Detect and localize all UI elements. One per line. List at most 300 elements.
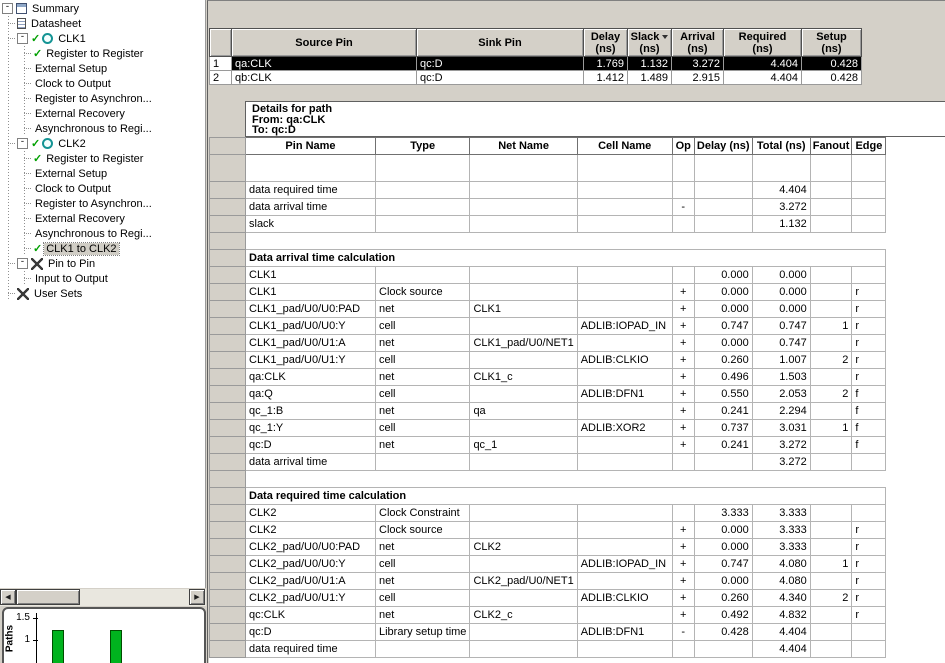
tree-connector: [8, 23, 15, 25]
row-margin-cell: [210, 233, 246, 250]
cell-edge: f: [852, 386, 886, 403]
cell-delay: [694, 454, 752, 471]
cell-pin-name: data required time: [246, 182, 376, 199]
row-margin-cell: [210, 471, 246, 488]
details-row: [210, 403, 886, 420]
cell-edge: r: [852, 301, 886, 318]
paths-table: [209, 28, 862, 85]
details-row: [210, 352, 886, 369]
cell-pin-name: CLK2_pad/U0/U0:PAD: [246, 539, 376, 556]
cell-delay: 0.747: [694, 318, 752, 335]
cell-pin-name: data arrival time: [246, 454, 376, 471]
histogram-bar: [110, 630, 122, 663]
tree-expand-toggle[interactable]: -: [2, 3, 13, 14]
cell-edge: r: [852, 573, 886, 590]
details-row: [210, 301, 886, 318]
details-row: [210, 335, 886, 352]
tree-connector: [24, 113, 31, 115]
details-row: [210, 369, 886, 386]
scroll-right-button[interactable]: ▶: [189, 589, 205, 605]
cell-pin-name: qa:Q: [246, 386, 376, 403]
details-row: [210, 505, 886, 522]
cell-cell-name: [577, 454, 672, 471]
column-header-edge: Edge: [852, 138, 886, 155]
cell-type: net: [376, 369, 470, 386]
cell-delay: 0.000: [694, 522, 752, 539]
scrollbar-thumb[interactable]: [16, 589, 80, 605]
cell-op: [672, 267, 694, 284]
x-icon: [31, 258, 43, 270]
cell-edge: f: [852, 437, 886, 454]
cell-delay[interactable]: 1.769: [584, 57, 628, 71]
details-row: [210, 233, 886, 250]
row-margin-cell: [210, 624, 246, 641]
cell-setup[interactable]: 0.428: [802, 57, 862, 71]
histogram-y-tick: 1: [24, 634, 30, 645]
tree-item-pin-to-pin[interactable]: [0, 256, 205, 271]
cell-fanout: [810, 284, 852, 301]
row-margin-cell: [210, 250, 246, 267]
cell-setup[interactable]: 0.428: [802, 71, 862, 85]
details-row: [210, 539, 886, 556]
cell-net-name: [470, 505, 577, 522]
cell-fanout: 1: [810, 318, 852, 335]
summary-icon: [16, 3, 27, 14]
spacer-cell: [246, 471, 886, 488]
cell-pin-name: CLK1: [246, 284, 376, 301]
cell-cell-name: [577, 267, 672, 284]
cell-fanout: [810, 155, 852, 182]
cell-net-name: CLK1_c: [470, 369, 577, 386]
column-unit: (ns): [687, 42, 708, 55]
cell-delay: 0.000: [694, 301, 752, 318]
column-header-pin-name: Pin Name: [246, 138, 376, 155]
cell-edge: r: [852, 318, 886, 335]
cell-delay: [694, 216, 752, 233]
paths-row[interactable]: [210, 71, 862, 85]
cell-net-name: [470, 352, 577, 369]
cell-sink-pin[interactable]: qc:D: [417, 57, 584, 71]
details-row: [210, 420, 886, 437]
section-header: Data required time calculation: [246, 488, 886, 505]
column-header-slack[interactable]: [628, 29, 672, 57]
paths-header-row: [210, 29, 862, 57]
cell-op: [672, 641, 694, 658]
cell-source-pin[interactable]: qb:CLK: [232, 71, 417, 85]
cell-fanout: [810, 454, 852, 471]
cell-slack[interactable]: 1.132: [628, 57, 672, 71]
cell-op: +: [672, 590, 694, 607]
cell-delay: 0.747: [694, 556, 752, 573]
cell-op: +: [672, 573, 694, 590]
cell-cell-name: [577, 216, 672, 233]
cell-edge: [852, 641, 886, 658]
cell-cell-name: [577, 335, 672, 352]
cell-cell-name: [577, 573, 672, 590]
details-row: [210, 437, 886, 454]
tree-item-label: External Recovery: [35, 212, 125, 225]
tree-item-label: External Setup: [35, 62, 108, 75]
cell-delay: [694, 641, 752, 658]
column-header-setup[interactable]: [802, 29, 862, 57]
cell-edge: r: [852, 539, 886, 556]
cell-op: +: [672, 301, 694, 318]
tree-connector: [24, 98, 31, 100]
cell-type: cell: [376, 556, 470, 573]
row-margin-cell: [210, 301, 246, 318]
tree-expand-toggle[interactable]: -: [17, 33, 28, 44]
tree-item-label: Input to Output: [35, 272, 108, 285]
cell-total: 3.333: [752, 522, 810, 539]
cell-cell-name: [577, 437, 672, 454]
tree-item-clock-to-output[interactable]: [0, 76, 205, 91]
cell-op: +: [672, 607, 694, 624]
tree-item-datasheet[interactable]: [0, 16, 205, 31]
cell-net-name: qc_1: [470, 437, 577, 454]
cell-total: [752, 155, 810, 182]
tree-item-register-to-register[interactable]: [0, 46, 205, 61]
cell-fanout: [810, 437, 852, 454]
cell-pin-name: data arrival time: [246, 199, 376, 216]
details-row: [210, 624, 886, 641]
details-row: [210, 182, 886, 199]
check-icon: ✓: [33, 243, 43, 255]
check-icon: ✓: [31, 33, 41, 45]
cell-net-name: qa: [470, 403, 577, 420]
cell-op: [672, 182, 694, 199]
details-title-block: [245, 101, 945, 137]
row-margin-cell: [210, 454, 246, 471]
cell-net-name: [470, 386, 577, 403]
row-margin-cell: [210, 369, 246, 386]
row-margin-cell: [210, 437, 246, 454]
tree-item-external-setup[interactable]: [0, 61, 205, 76]
cell-op: +: [672, 284, 694, 301]
domain-browser-tree: [0, 0, 206, 588]
row-margin-cell: [210, 284, 246, 301]
cell-edge: r: [852, 352, 886, 369]
tree-connector: [24, 278, 31, 280]
cell-fanout: [810, 267, 852, 284]
cell-delay: 0.241: [694, 437, 752, 454]
tree-expand-toggle[interactable]: -: [17, 138, 28, 149]
cell-total: 3.333: [752, 505, 810, 522]
cell-op: +: [672, 386, 694, 403]
cell-type: net: [376, 539, 470, 556]
cell-net-name: [470, 284, 577, 301]
tree-item-clk1[interactable]: [0, 31, 205, 46]
cell-delay: 0.000: [694, 267, 752, 284]
cell-pin-name: CLK2: [246, 522, 376, 539]
cell-fanout: [810, 539, 852, 556]
tree-item-label: Register to Asynchron...: [35, 92, 152, 105]
tree-item-label: CLK1 to CLK2: [46, 242, 117, 255]
row-margin-cell: [210, 573, 246, 590]
column-label: Source Pin: [295, 36, 353, 49]
tree-item-register-to-register[interactable]: [0, 151, 205, 166]
paths-row[interactable]: [210, 57, 862, 71]
cell-net-name: [470, 454, 577, 471]
tree-item-input-to-output[interactable]: [0, 271, 205, 286]
cell-type: [376, 216, 470, 233]
tree-expand-toggle[interactable]: -: [17, 258, 28, 269]
cell-total: 4.832: [752, 607, 810, 624]
cell-net-name: [470, 182, 577, 199]
details-header-row: [210, 138, 886, 155]
cell-op: +: [672, 522, 694, 539]
cell-fanout: [810, 522, 852, 539]
row-margin-cell: [210, 352, 246, 369]
cell-op: +: [672, 403, 694, 420]
tree-item-register-to-asynchron[interactable]: [0, 196, 205, 211]
tree-connector: [24, 53, 31, 55]
cell-pin-name: CLK2_pad/U0/U0:Y: [246, 556, 376, 573]
cell-total: 1.503: [752, 369, 810, 386]
cell-total: 3.272: [752, 199, 810, 216]
details-row: [210, 267, 886, 284]
tree-item-clk1-to-clk2[interactable]: [0, 241, 205, 256]
tree-horizontal-scrollbar[interactable]: [0, 588, 206, 606]
cell-delay: 0.260: [694, 352, 752, 369]
column-header-source-pin[interactable]: [232, 29, 417, 57]
spacer-cell: [246, 233, 886, 250]
details-title: Details for path: [252, 103, 333, 115]
cell-fanout: [810, 624, 852, 641]
details-row: [210, 607, 886, 624]
cell-pin-name: CLK2_pad/U0/U1:A: [246, 573, 376, 590]
column-label: Setup: [816, 30, 847, 43]
cell-total: 0.000: [752, 284, 810, 301]
cell-arrival[interactable]: 2.915: [672, 71, 724, 85]
cell-fanout: [810, 403, 852, 420]
details-corner-cell: [210, 138, 246, 155]
cell-required[interactable]: 4.404: [724, 71, 802, 85]
cell-fanout: [810, 573, 852, 590]
cell-fanout: [810, 199, 852, 216]
cell-cell-name: [577, 369, 672, 386]
cell-type: [376, 641, 470, 658]
cell-required[interactable]: 4.404: [724, 57, 802, 71]
column-header-op: Op: [672, 138, 694, 155]
cell-edge: r: [852, 335, 886, 352]
cell-total: 4.080: [752, 556, 810, 573]
cell-fanout: [810, 216, 852, 233]
row-margin-cell: [210, 505, 246, 522]
cell-net-name: CLK1: [470, 301, 577, 318]
cell-cell-name: ADLIB:CLKIO: [577, 352, 672, 369]
cell-edge: r: [852, 284, 886, 301]
cell-fanout: [810, 301, 852, 318]
cell-total: 4.340: [752, 590, 810, 607]
timing-analysis-view: [207, 0, 945, 663]
cell-total: 2.053: [752, 386, 810, 403]
row-margin-cell: [210, 216, 246, 233]
details-row: [210, 573, 886, 590]
cell-delay: 0.000: [694, 539, 752, 556]
cell-net-name: [470, 522, 577, 539]
cell-op: +: [672, 352, 694, 369]
cell-total: 0.000: [752, 301, 810, 318]
details-row: [210, 471, 886, 488]
tree-connector: [24, 158, 31, 160]
column-header-arrival[interactable]: [672, 29, 724, 57]
tree-item-clk2[interactable]: [0, 136, 205, 151]
tree-item-label: CLK1: [58, 32, 86, 45]
cell-pin-name: data required time: [246, 641, 376, 658]
row-margin-cell: [210, 420, 246, 437]
cell-cell-name: [577, 522, 672, 539]
x-icon: [17, 288, 29, 300]
cell-cell-name: [577, 155, 672, 182]
cell-cell-name: [577, 641, 672, 658]
cell-net-name: [470, 624, 577, 641]
tree-connector: [8, 293, 15, 295]
cell-op: +: [672, 369, 694, 386]
column-unit: (ns): [821, 42, 842, 55]
cell-pin-name: slack: [246, 216, 376, 233]
cell-net-name: [470, 216, 577, 233]
details-row: [210, 250, 886, 267]
tree-item-summary[interactable]: [0, 1, 205, 16]
cell-op: +: [672, 539, 694, 556]
cell-cell-name: [577, 505, 672, 522]
details-corner: [209, 101, 245, 137]
cell-op: -: [672, 624, 694, 641]
cell-pin-name: CLK2: [246, 505, 376, 522]
details-row: [210, 522, 886, 539]
cell-op: +: [672, 335, 694, 352]
cell-type: cell: [376, 318, 470, 335]
cell-net-name: [470, 641, 577, 658]
cell-net-name: CLK2: [470, 539, 577, 556]
cell-cell-name: [577, 403, 672, 420]
cell-delay: [694, 182, 752, 199]
tree-connector: [24, 83, 31, 85]
cell-cell-name: [577, 539, 672, 556]
column-label: Delay: [590, 30, 621, 43]
cell-delay: 0.737: [694, 420, 752, 437]
paths-corner-header: [210, 29, 232, 57]
details-row: [210, 488, 886, 505]
cell-edge: r: [852, 590, 886, 607]
tree-item-external-setup[interactable]: [0, 166, 205, 181]
cell-arrival[interactable]: 3.272: [672, 57, 724, 71]
tree-item-label: Asynchronous to Regi...: [35, 122, 152, 135]
tree-item-clock-to-output[interactable]: [0, 181, 205, 196]
cell-net-name: CLK2_c: [470, 607, 577, 624]
cell-total: 3.333: [752, 539, 810, 556]
column-header-delay[interactable]: [584, 29, 628, 57]
row-margin-cell: [210, 556, 246, 573]
tree-item-label: Clock to Output: [35, 182, 111, 195]
cell-total: 3.272: [752, 437, 810, 454]
cell-delay[interactable]: 1.412: [584, 71, 628, 85]
path-details-panel: [209, 101, 945, 663]
cell-delay: 0.000: [694, 335, 752, 352]
histogram-bar: [52, 630, 64, 663]
cell-edge: [852, 199, 886, 216]
details-row: [210, 284, 886, 301]
cell-op: [672, 216, 694, 233]
cell-fanout: 1: [810, 420, 852, 437]
cell-delay: 0.550: [694, 386, 752, 403]
cell-fanout: 1: [810, 556, 852, 573]
cell-type: [376, 182, 470, 199]
cell-type: Clock source: [376, 284, 470, 301]
row-margin-cell: [210, 522, 246, 539]
cell-pin-name: CLK1_pad/U0/U0:PAD: [246, 301, 376, 318]
cell-edge: [852, 624, 886, 641]
tree-connector: [24, 203, 31, 205]
cell-total: 4.404: [752, 641, 810, 658]
tree-item-external-recovery[interactable]: [0, 211, 205, 226]
cell-type: cell: [376, 352, 470, 369]
cell-total: 3.272: [752, 454, 810, 471]
cell-net-name: [470, 318, 577, 335]
cell-total: 0.747: [752, 335, 810, 352]
cell-edge: f: [852, 420, 886, 437]
column-header-required[interactable]: [724, 29, 802, 57]
tree-item-label: External Setup: [35, 167, 108, 180]
tree-item-register-to-asynchron[interactable]: [0, 91, 205, 106]
tree-connector: [8, 263, 15, 265]
tree-item-label: Register to Register: [46, 47, 144, 60]
cell-fanout: [810, 369, 852, 386]
tree-connector: [24, 233, 31, 235]
cell-edge: [852, 182, 886, 199]
details-row: [210, 216, 886, 233]
histogram-y-axis-label: Paths: [4, 624, 16, 653]
clock-icon: [42, 33, 53, 44]
cell-cell-name: [577, 607, 672, 624]
cell-fanout: 2: [810, 590, 852, 607]
tree-item-asynchronous-to-regi[interactable]: [0, 226, 205, 241]
scroll-left-button[interactable]: ◀: [0, 589, 16, 605]
cell-edge: r: [852, 522, 886, 539]
clock-icon: [42, 138, 53, 149]
cell-cell-name: ADLIB:DFN1: [577, 386, 672, 403]
tree-item-asynchronous-to-regi[interactable]: [0, 121, 205, 136]
details-row: [210, 556, 886, 573]
cell-slack[interactable]: 1.489: [628, 71, 672, 85]
row-margin-cell: [210, 403, 246, 420]
cell-type: net: [376, 607, 470, 624]
column-header-sink-pin[interactable]: [417, 29, 584, 57]
cell-type: cell: [376, 420, 470, 437]
cell-source-pin[interactable]: qa:CLK: [232, 57, 417, 71]
cell-delay: 0.492: [694, 607, 752, 624]
cell-delay: 0.260: [694, 590, 752, 607]
tree-connector: [8, 38, 15, 40]
tree-item-label: User Sets: [34, 287, 83, 300]
cell-total: 3.031: [752, 420, 810, 437]
cell-fanout: [810, 335, 852, 352]
cell-pin-name: qc:CLK: [246, 607, 376, 624]
cell-type: cell: [376, 386, 470, 403]
histogram-y-tick: 1.5: [16, 612, 30, 623]
cell-cell-name: ADLIB:CLKIO: [577, 590, 672, 607]
column-header-total-ns: Total (ns): [752, 138, 810, 155]
cell-pin-name: CLK1_pad/U0/U1:Y: [246, 352, 376, 369]
cell-fanout: [810, 182, 852, 199]
cell-type: net: [376, 403, 470, 420]
cell-type: cell: [376, 590, 470, 607]
tree-item-external-recovery[interactable]: [0, 106, 205, 121]
tree-item-user-sets[interactable]: [0, 286, 205, 301]
cell-sink-pin[interactable]: qc:D: [417, 71, 584, 85]
tree-connector: [24, 188, 31, 190]
column-label: Sink Pin: [478, 36, 522, 49]
